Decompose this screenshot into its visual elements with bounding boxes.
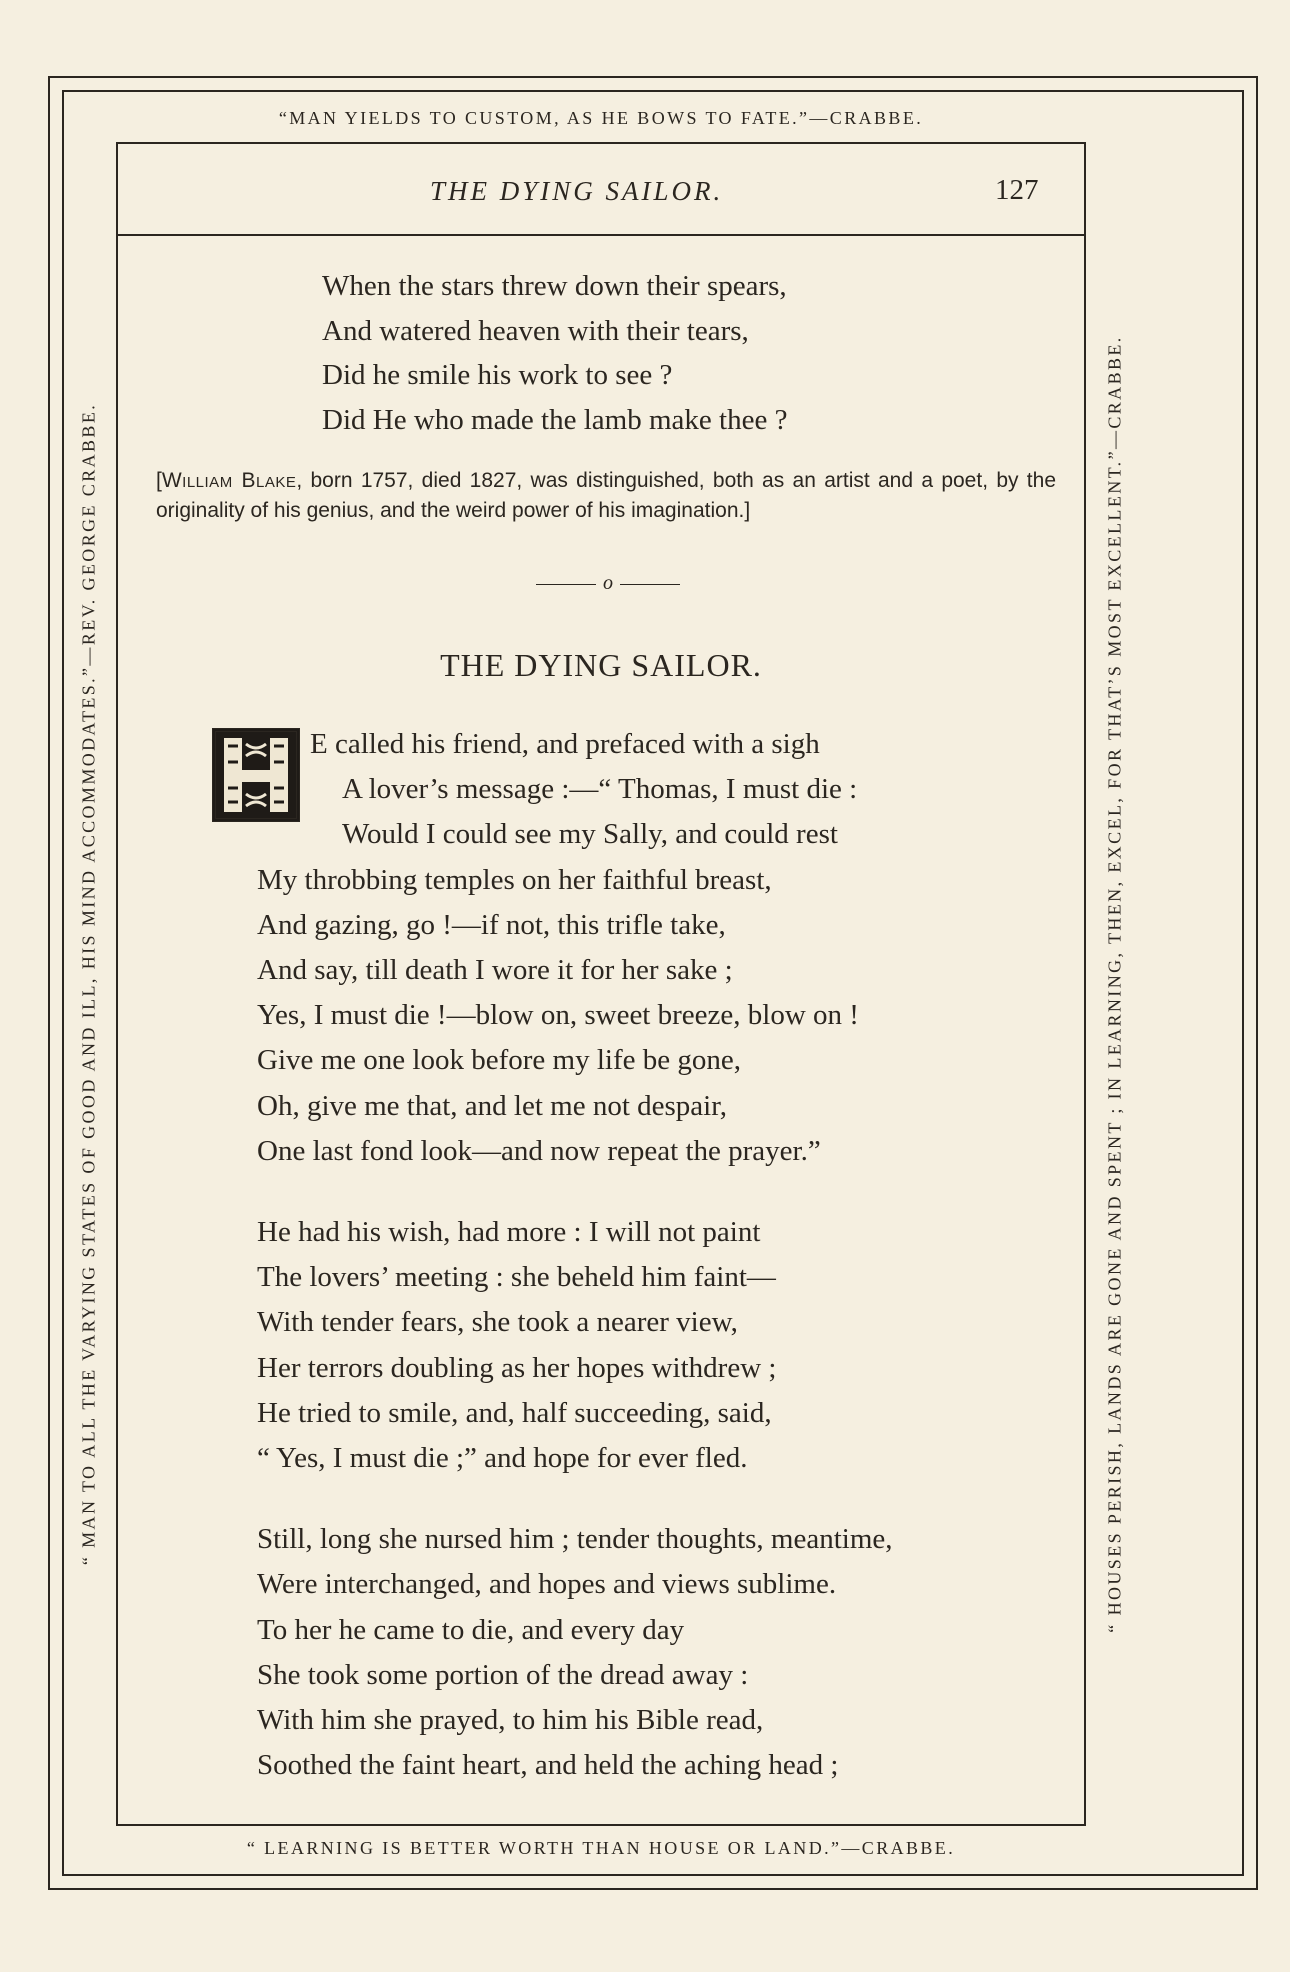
poem-body xyxy=(257,722,893,1788)
verse-line: When the stars threw down their spears, xyxy=(322,270,787,302)
poem-line: With him she prayed, to him his Bible read, xyxy=(257,1704,764,1737)
poem-line: “ Yes, I must die ;” and hope for ever fled. xyxy=(257,1442,748,1475)
poem-line: My throbbing temples on her faithful breast, xyxy=(257,863,772,896)
motto-right: “ HOUSES PERISH, LANDS ARE GONE AND SPENT ; IN LEARNING, THEN, EXCEL, FOR THAT’S MOST EXCELLENT.”—CRABBE. xyxy=(1104,335,1125,1633)
poem-line: E called his friend, and prefaced with a sigh xyxy=(310,728,820,760)
poem-line: With tender fears, she took a nearer view, xyxy=(257,1306,738,1339)
poem-line: Soothed the faint heart, and held the aching head ; xyxy=(257,1749,839,1782)
divider-line-right xyxy=(620,584,680,585)
poem-line: Were interchanged, and hopes and views sublime. xyxy=(257,1568,837,1601)
poem-line: He tried to smile, and, half succeeding, said, xyxy=(257,1396,772,1429)
divider-line-left xyxy=(536,584,596,585)
poem-line: Still, long she nursed him ; tender thoughts, meantime, xyxy=(257,1523,893,1556)
verse-line: Did he smile his work to see ? xyxy=(322,359,673,391)
poem-line: He had his wish, had more : I will not paint xyxy=(257,1216,761,1249)
poem-line: Her terrors doubling as her hopes withdrew ; xyxy=(257,1351,777,1384)
poem-line: Give me one look before my life be gone, xyxy=(257,1044,741,1077)
poem-line: Yes, I must die !—blow on, sweet breeze, blow on ! xyxy=(257,999,859,1032)
poem-line: A lover’s message :—“ Thomas, I must die : xyxy=(342,773,858,806)
verse-line: Did He who made the lamb make thee ? xyxy=(322,403,788,436)
poem-line: The lovers’ meeting : she beheld him faint— xyxy=(257,1261,776,1294)
motto-bottom: “ LEARNING IS BETTER WORTH THAN HOUSE OR LAND.”—CRABBE. xyxy=(246,1838,956,1858)
note-text: , born 1757, died 1827, was distinguished, both as an artist and a poet, by the originality of his genius, and the weird power of his imagination.] xyxy=(156,469,1056,522)
stanza-gap xyxy=(257,1174,893,1210)
verse-top xyxy=(322,264,787,442)
poem-line: To her he came to die, and every day xyxy=(257,1613,685,1646)
note-open: [ xyxy=(156,469,162,492)
note-author: William Blake xyxy=(161,469,297,492)
section-divider xyxy=(536,572,680,595)
poem-line: And say, till death I wore it for her sake ; xyxy=(257,954,733,987)
motto-top: “MAN YIELDS TO CUSTOM, AS HE BOWS TO FATE.”—CRABBE. xyxy=(278,108,924,128)
poem-line: One last fond look—and now repeat the prayer.” xyxy=(257,1134,821,1167)
running-title: THE DYING SAILOR. xyxy=(430,176,724,206)
poem-line: Oh, give me that, and let me not despair, xyxy=(257,1089,727,1122)
page-number: 127 xyxy=(995,174,1039,206)
poem-line: Would I could see my Sally, and could rest xyxy=(342,818,838,851)
poem-line: And gazing, go !—if not, this trifle take, xyxy=(257,908,726,941)
header-rule xyxy=(118,234,1084,236)
divider-mark: o xyxy=(603,572,613,594)
motto-left: “ MAN TO ALL THE VARYING STATES OF GOOD AND ILL, HIS MIND ACCOMMODATES.”—REV. GEORGE CRABBE. xyxy=(78,402,99,1566)
verse-line: And watered heaven with their tears, xyxy=(322,314,749,347)
poem-line: She took some portion of the dread away : xyxy=(257,1658,749,1691)
author-note xyxy=(156,466,1056,526)
poem-title: THE DYING SAILOR. xyxy=(440,647,762,683)
stanza-gap xyxy=(257,1481,893,1517)
